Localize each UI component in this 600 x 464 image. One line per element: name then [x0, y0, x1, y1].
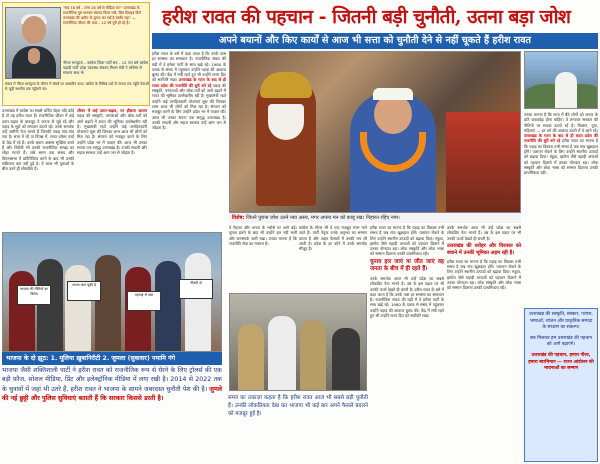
article-column-4: वे मेहनत और जनता के भरोसे पर आगे बढ़े। चुनाव हारने के बाद भी उन्होंने हार नहीं मानी और जनसंपर्क जारी रखा। उनका मानना है कि राजनीति सेवा का माध्यम है।: [229, 225, 297, 246]
promo-name-card: नीरज भारद्वाज – कांग्रेस ज़िला पार्टी सत्र – 12 जन वर्ष कांग्रेस पहाड़ी पार्टी प्रदेश व्यवस्था संकल्प मिशन मंत्री पे भविष्य से संकल्प साथ में।: [63, 60, 149, 75]
top-photo-caption: विशेष: जितने पुराना जोश उतने नया असर, मगर अपना मन को काबू रख। निहारत रहिए नाम।: [229, 213, 521, 223]
bottom-left-article: भाजपा जैसी शक्तिशाली पार्टी ने हरीश रावत को राजनीतिक रूप से घेरने के लिए ट्रोलर्स की एक बड़ी फ़ौज, सोशल मीडिया, प्रिंट और इलेक्ट्रॉनिक मीडिया में लगा रखी है। 2014 से 2022 तक के चुनावों में जहां भी उतरे हैं, हरीश रावत ने भाजपा के सामने जबरदस्त चुनौती पेश की है। जुमले की नई छुट्टी और पुलिस सुविधाएं बताती हैं कि सरकार किससे डरती है।: [2, 367, 222, 403]
protest-sign: नौकरी दो: [179, 279, 213, 299]
protest-sign: जनता जाग चुकी है: [67, 281, 101, 301]
promo-box: [2, 2, 150, 106]
column-2-highlight: जीवन में कई उतार-चढ़ाव, पर हौसला कायम: [77, 108, 147, 113]
protest-sign: भाजपा की नीतियों का विरोध: [17, 285, 51, 305]
portrait-photo: [5, 7, 61, 79]
top-main-photo: [229, 51, 521, 213]
article-column-2: जीवन में कई उतार-चढ़ाव, पर हौसला कायम पहाड़ की संस्कृति, परंपराओं और लोक-पर्वों को आगे बढ़ाने में रावत की भूमिका उल्लेखनीय रही है। मुख्यमंत्री रहते उन्होंने कई जनहितकारी योजनाएं शुरू कीं जिनका लाभ आज भी लोगों को मिल रहा है। संगठन को मजबूत करने के लिए उन्होंने प्रदेश भर में यात्राएं कीं। आज भी उनका सपना एक समृद्ध उत्तराखंड है। उनकी सादगी और सहज स्वभाव उन्हें आम जन से जोड़ता है।: [77, 108, 147, 156]
right-info-box: [524, 308, 598, 462]
promo-bottom-text: संवाद में नीरज भारद्वाज के जीवन में संघर्ष पर आधारित कथा, कांग्रेस के विभिन्न पदों से जनता तक पहुँचे नेताओं से जुड़ी स्थानीय तक पहुँचाने का।: [5, 82, 149, 91]
article-column-1: उत्तराखंड में कांग्रेस का सबसे चर्चित चेहरा यदि कोई है तो वह हरीश रावत हैं। राजनीतिक जीवन में कई उतार-चढ़ाव के बावजूद वे जनता से जुड़े रहे और पहाड़ के मुद्दों को लगातार उठाते रहे। उनके समर्थक उन्हें जमीनी नेता मानते हैं जिनकी पकड़ गांव-गांव तक है। सत्ता में रहें या विपक्ष में, रावत हमेशा चर्चा के केंद्र में रहे हैं। उनके बयान अक्सर सुर्खियां बनते हैं और विरोधी भी उनकी राजनीतिक समझ का लोहा मानते हैं। लंबे समय तक संसद और विधानसभा में प्रतिनिधित्व करने के बाद भी उनकी सक्रियता कम नहीं हुई है। वे आज भी युवाओं के बीच उतने ही लोकप्रिय हैं।: [2, 108, 74, 172]
protest-sign: महंगाई से त्रस्त: [127, 291, 161, 311]
sub-headline-banner: अपने बयानों और किए कार्यों से आज भी सत्ता को चुनौती देने से नहीं चूकते हैं हरीश रावत: [152, 33, 598, 49]
article-column-right: उनका मानना है कि सत्ता में बैठे लोगों को जनता के प्रति जवाबदेह होना चाहिए। वे लगातार सरकार की नीतियों पर सवाल उठाते रहे हैं। किसान, युवा, महिलाएं — हर वर्ग की आवाज उठाने में वे आगे रहे। उत्तराखंड के गठन के बाद से ही रावत प्रदेश की राजनीति की धुरी बने रहे हरीश रावत का मानना है कि पहाड़ का विकास तभी संभव है जब गांव खुशहाल होंगे। पलायन रोकने के लिए उन्होंने स्थानीय उत्पादों को बढ़ावा दिया। मंडुवा, झंगोरा जैसे पहाड़ी अनाजों को पहचान दिलाने में उनका योगदान रहा। लोक संस्कृति और लोक भाषा को सम्मान दिलाना उनकी प्राथमिकता रही।: [524, 112, 598, 176]
article-column-7: उनके समर्थक आज भी उन्हें प्रदेश का सबसे लोकप्रिय नेता मानते हैं। उम्र के इस पड़ाव पर भी उनकी ऊर्जा देखते ही बनती है। उत्तराखंड की धरोहर और विरासत को बचाने में उनकी भूमिका अहम रही है। हरीश रावत का मानना है कि पहाड़ का विकास तभी संभव है जब गांव खुशहाल होंगे। पलायन रोकने के लिए उन्होंने स्थानीय उत्पादों को बढ़ावा दिया। मंडुवा, झंगोरा जैसे पहाड़ी अनाजों को पहचान दिलाने में उनका योगदान रहा। लोक संस्कृति और लोक भाषा को सम्मान दिलाना उनकी प्राथमिकता रही।: [447, 225, 521, 291]
article-column-6: हरीश रावत का मानना है कि पहाड़ का विकास तभी संभव है जब गांव खुशहाल होंगे। पलायन रोकने के लिए उन्होंने स्थानीय उत्पादों को बढ़ावा दिया। मंडुवा, झंगोरा जैसे पहाड़ी अनाजों को पहचान दिलाने में उनका योगदान रहा। लोक संस्कृति और लोक भाषा को सम्मान दिलाना उनकी प्राथमिकता रही। चुनाव हार जाएं या जीत जाएं वह जनता के बीच में ही रहते हैं। उनके समर्थक आज भी उन्हें प्रदेश का सबसे लोकप्रिय नेता मानते हैं। उम्र के इस पड़ाव पर भी उनकी ऊर्जा देखते ही बनती है। हरीश रावत के बारे में कहा जाता है कि उनके पास हर समस्या का समाधान है। राजनीतिक संकट की घड़ी में वे हमेशा पार्टी के साथ खड़े रहे। 1980 के दशक से संसद में पहुंचकर उन्होंने पहाड़ की आवाज बुलंद की। केंद्र में मंत्री रहते हुए भी उन्होंने राज्य हित को सर्वोपरि रखा।: [370, 225, 444, 319]
police-photo: [229, 293, 367, 391]
right-column-highlight: उत्तराखंड के गठन के बाद से ही रावत प्रदेश की राजनीति की धुरी बने रहे: [524, 133, 598, 144]
bottom-middle-article: समय का तकाज़ा कहता है कि हरीश रावत आज भी सबसे बड़ी चुनौती हैं। उनकी लोकप्रियता देख कर भाजपा भी कई बार अपने फैसले बदलने को मजबूर हुई है।: [228, 395, 368, 418]
protest-photo: [2, 232, 222, 352]
promo-quote: "सब 78 वर्ष – जन्म 26 वर्ष से मीडिया का" "उत्तराखंड के राजनीतिक गुरु मानकर स्वराज विरल जरि, बिल दिसहब विरो उत्तराखंड की अतीत के बुनाए कर रखें है स्वर्लेट गहा" — राजनीतिक जीवन की यात्रा – 12 वर्ष पूरी हो रहे हैं।: [63, 6, 141, 25]
right-box-line-1: उत्तराखंड की संस्कृति, संस्कार, परंपरा, भाषाओं, व्यंजन और प्राकृतिक सम्पदा के संरक्षण का संकल्प।: [529, 312, 593, 331]
right-box-highlight: उत्तराखंड की पहचान, हमारा गौरव, हमारा स्वाभिमान — राज्य आंदोलन की भावनाओं का सम्मान: [528, 352, 594, 372]
main-headline: हरीश रावत की पहचान - जितनी बड़ी चुनौती, उतना बड़ा जोश: [162, 6, 571, 28]
right-photo: [524, 51, 598, 109]
right-box-line-2: सब मिलकर हम उत्तराखंड की पहचान को आगे बढ़ाएंगे।: [529, 335, 593, 348]
column-6-highlight: चुनाव हार जाएं या जीत जाएं वह जनता के बीच में ही रहते हैं।: [370, 258, 444, 273]
column-7-highlight: उत्तराखंड की धरोहर और विरासत को बचाने में उनकी भूमिका अहम रही है।: [447, 242, 521, 256]
column-3-highlight: उत्तराखंड के गठन के बाद से ही रावत प्रदेश की राजनीति की धुरी बने रहे: [152, 77, 226, 88]
bottom-left-highlight: जुमले की नई छुट्टी और पुलिस सुविधाएं बताती हैं कि सरकार किससे डरती है।: [2, 385, 222, 403]
article-column-3: हरीश रावत के बारे में कहा जाता है कि उनके पास हर समस्या का समाधान है। राजनीतिक संकट की घड़ी में वे हमेशा पार्टी के साथ खड़े रहे। 1980 के दशक से संसद में पहुंचकर उन्होंने पहाड़ की आवाज बुलंद की। केंद्र में मंत्री रहते हुए भी उन्होंने राज्य हित को सर्वोपरि रखा। उत्तराखंड के गठन के बाद से ही रावत प्रदेश की राजनीति की धुरी बने रहे पहाड़ की संस्कृति, परंपराओं और लोक-पर्वों को आगे बढ़ाने में रावत की भूमिका उल्लेखनीय रही है। मुख्यमंत्री रहते उन्होंने कई जनहितकारी योजनाएं शुरू कीं जिनका लाभ आज भी लोगों को मिल रहा है। संगठन को मजबूत करने के लिए उन्होंने प्रदेश भर में यात्राएं कीं। आज भी उनका सपना एक समृद्ध उत्तराखंड है। उनकी सादगी और सहज स्वभाव उन्हें आम जन से जोड़ता है।: [152, 51, 226, 131]
article-column-5: कांग्रेस के भीतर भी वे एक मजबूत स्तंभ माने जाते हैं। पार्टी नेतृत्व उनके अनुभव का सम्मान करता है और अहम फैसलों में उनकी राय ली जाती है। प्रदेश के हर कोने में उनके समर्थक मौजूद हैं।: [299, 225, 367, 252]
protest-photo-caption: भाजपा के दो झूठ: 1. मूलिया ख़ुबानिरीटी 2. जुमला (सुकवार) नमामि गंगे: [2, 352, 222, 365]
